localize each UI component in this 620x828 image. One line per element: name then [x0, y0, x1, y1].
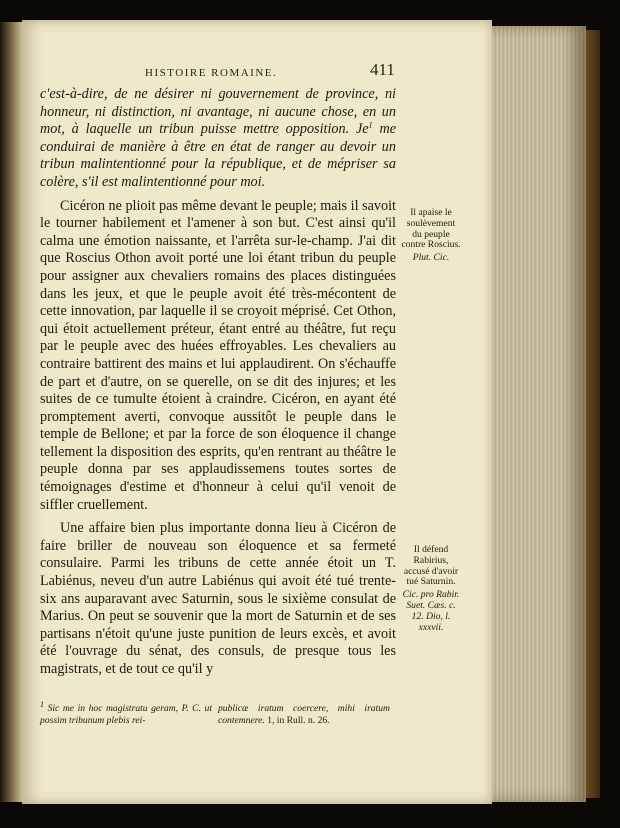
book-fore-edge — [492, 26, 586, 802]
running-title: HISTOIRE ROMAINE. — [145, 67, 278, 79]
margin-note-roscius — [401, 208, 461, 264]
page-number: 411 — [370, 60, 395, 79]
quote-paragraph — [40, 86, 396, 192]
facing-page-edge — [0, 22, 22, 802]
paragraph-roscius: Cicéron ne plioit pas même devant le peuple; mais il savoit le tourner habilement et l'amener à son but. C'est ainsi qu'il calma une émotion naissante, et l'arrêta sur-le-champ. J'ai dit que Roscius Othon avoit porté une loi étant tribun du peuple pour assigner aux chevaliers romains des places distinguées dans les jeux, et que le peuple avoit été très-mécontent de cette innovation, par laquelle il se croyoit méprisé. Cet Othon, qui étoit actuellement préteur, étant entré au théâtre, fut reçu par le peuple avec des huées effroyables. Les chevaliers au contraire battirent des mains et lui applaudirent. On s'échauffe de part et d'autre, on se querelle, on se dit des injures; et les suites de ce tumulte étoient à craindre. Cicéron, en ayant été promptement averti, convoque aussitôt le peuple dans le temple de Bellone; et par la force de son éloquence il change tellement la disposition des esprits, qu'en rentrant au théâtre le peuple donna par ses applaudissemens toutes sortes de témoignages d'estime et d'honneur à celui qu'il venoit de siffler cruellement. — [40, 197, 396, 513]
paragraph-labienus: Une affaire bien plus importante donna lieu à Cicéron de faire briller de nouveau son éloquence et sa fermeté consulaire. Parmi les tribuns de cette année étoit un T. Labiénus, neveu d'un autre Labiénus qui avoit été tué trente-six ans auparavant avec Saturnin, sous le sixième consulat de Marius. On peut se souvenir que la mort de Saturnin et de ses partisans n'étoit qu'une juste punition de leurs excès, et avoit été l'ouvrage du sénat, des consuls, de presque tous les magistrats, et de tout ce qu'il y — [40, 520, 396, 677]
book-cover-edge — [586, 30, 600, 798]
quote-text: c'est-à-dire, de ne désirer ni gouvernement de province, ni honneur, ni distinction, ni avantage, ni aucune chose, en un mot, à laquelle un tribun puisse mettre opposition. Je — [40, 86, 396, 138]
footnote-left-text: Sic me in hoc magistratu geram, P. C. ut possim tribunum plebis rei- — [40, 703, 212, 726]
margin-note-text: Il défend Rabirius, accusé d'avoir tué Saturnin. — [403, 544, 459, 588]
footnote-marker: 1 — [368, 120, 373, 130]
footnote-right-text: publicæ iratum coercere, mihi iratum contemnere. — [218, 703, 390, 726]
margin-note-reference: Plut. Cic. — [412, 252, 450, 264]
footnote-left-column — [40, 699, 212, 727]
main-text — [40, 86, 396, 679]
footnote-mark: 1 — [40, 699, 44, 709]
quote-text-end: me conduirai de manière à être en état de ranger au devoir un tribun malintentionné pour la république, et de mépriser sa colère, s'il est malintentionné pour moi. — [40, 121, 396, 190]
margin-note-rabirius — [401, 545, 461, 633]
footnote-right-column — [218, 703, 390, 727]
footnote-source: 1, in Rull. n. 26. — [264, 715, 330, 726]
margin-note-text: Il apaise le soulèvement du peuple contre Roscius. — [401, 207, 461, 251]
margin-note-reference: Cic. pro Rabir. Suet. Cæs. c. 12. Dio, l. xxxvii. — [402, 589, 460, 633]
